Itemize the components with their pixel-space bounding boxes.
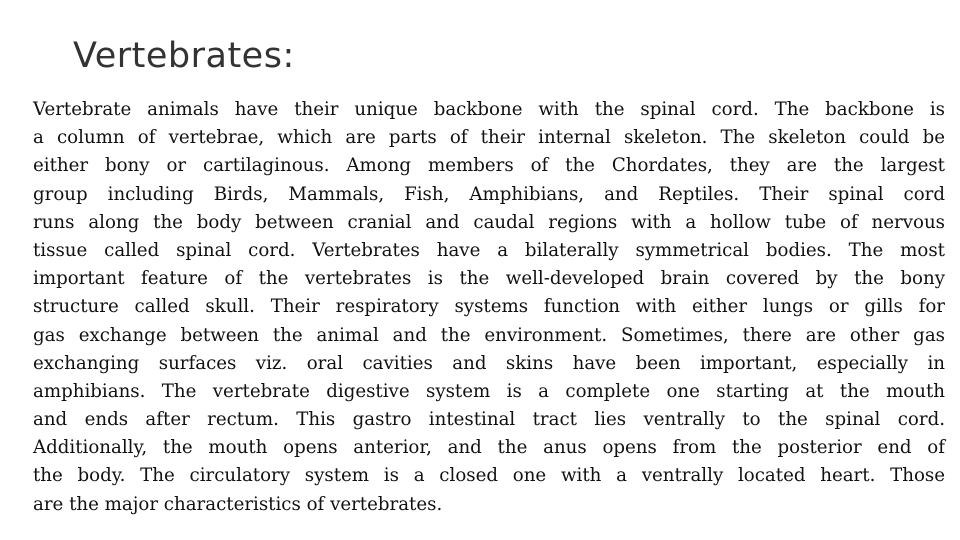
body-paragraph bbox=[33, 96, 945, 519]
paragraph-line: the body. The circulatory system is a closed one with a ventrally located heart. Those bbox=[33, 465, 945, 487]
paragraph-line: important feature of the vertebrates is the well-developed brain covered by the bony bbox=[33, 268, 945, 290]
paragraph-line: runs along the body between cranial and caudal regions with a hollow tube of nervous bbox=[33, 211, 945, 233]
paragraph-line: Additionally, the mouth opens anterior, and the anus opens from the posterior end of bbox=[33, 437, 945, 459]
paragraph-line: tissue called spinal cord. Vertebrates have a bilaterally symmetrical bodies. The most bbox=[33, 239, 945, 261]
paragraph-line: Vertebrate animals have their unique backbone with the spinal cord. The backbone is bbox=[33, 99, 945, 120]
paragraph-line: amphibians. The vertebrate digestive system is a complete one starting at the mouth bbox=[33, 380, 945, 402]
paragraph-line: either bony or cartilaginous. Among members of the Chordates, they are the largest bbox=[33, 155, 945, 177]
paragraph-line: gas exchange between the animal and the environment. Sometimes, there are other gas bbox=[33, 324, 945, 346]
paragraph-line: group including Birds, Mammals, Fish, Amphibians, and Reptiles. Their spinal cord bbox=[33, 183, 945, 205]
paragraph-line: exchanging surfaces viz. oral cavities and skins have been important, especially in bbox=[33, 352, 945, 374]
slide-title: Vertebrates: bbox=[73, 36, 295, 76]
paragraph-line: a column of vertebrae, which are parts of their internal skeleton. The skeleton could be bbox=[33, 127, 945, 149]
paragraph-line: are the major characteristics of vertebrates. bbox=[33, 493, 443, 515]
paragraph-line: and ends after rectum. This gastro intestinal tract lies ventrally to the spinal cord. bbox=[33, 409, 945, 431]
paragraph-line: structure called skull. Their respiratory systems function with either lungs or gills for bbox=[33, 296, 945, 318]
